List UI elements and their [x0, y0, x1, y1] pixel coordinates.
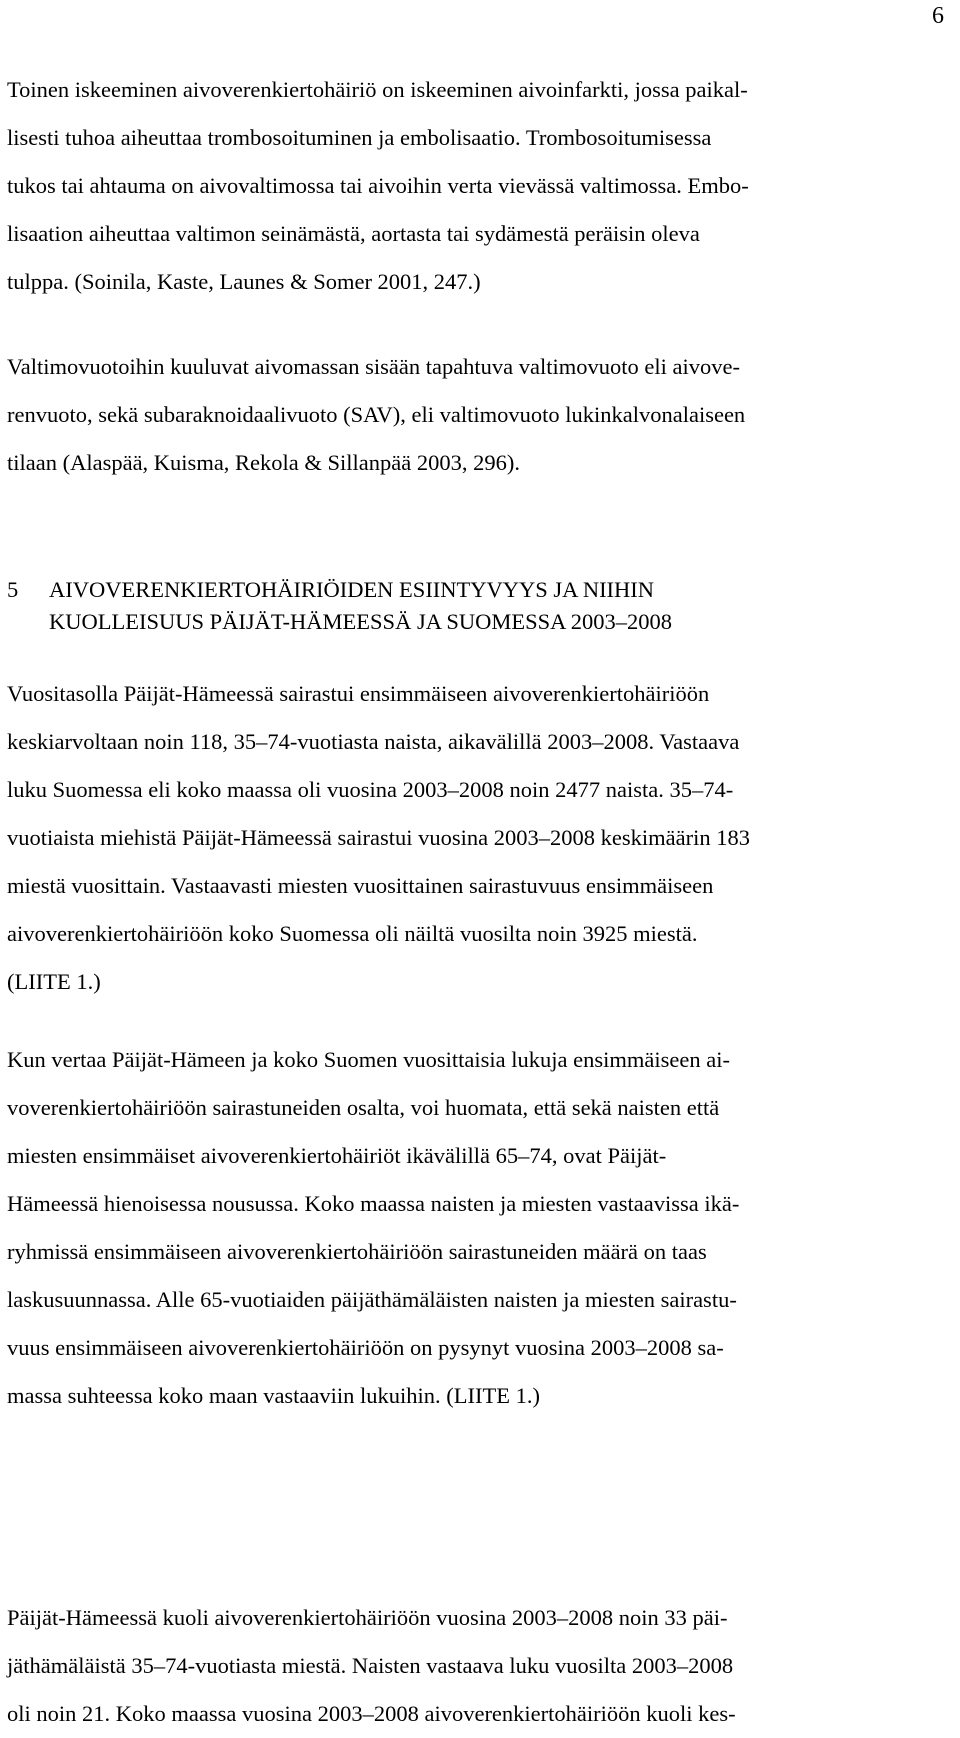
text-line: luku Suomessa eli koko maassa oli vuosina 2003–2008 noin 2477 naista. 35–74- — [7, 777, 734, 802]
text-line: miesten ensimmäiset aivoverenkiertohäiriöt ikävälillä 65–74, ovat Päijät- — [7, 1143, 667, 1168]
text-line: (LIITE 1.) — [7, 969, 101, 994]
text-line: Kun vertaa Päijät-Hämeen ja koko Suomen vuosittaisia lukuja ensimmäiseen ai- — [7, 1047, 730, 1072]
text-line: Valtimovuotoihin kuuluvat aivomassan sisään tapahtuva valtimovuoto eli aivove- — [7, 354, 740, 379]
text-line: vuotiaista miehistä Päijät-Hämeessä sairastui vuosina 2003–2008 keskimäärin 183 — [7, 825, 750, 850]
paragraph-comparison — [7, 1036, 942, 1420]
section-heading — [7, 574, 942, 638]
text-line: aivoverenkiertohäiriöön koko Suomessa oli näiltä vuosilta noin 3925 miestä. — [7, 921, 698, 946]
text-line: tilaan (Alaspää, Kuisma, Rekola & Sillanpää 2003, 296). — [7, 450, 521, 475]
text-line: jäthämäläistä 35–74-vuotiasta miestä. Naisten vastaava luku vuosilta 2003–2008 — [7, 1653, 734, 1678]
heading-line-1: AIVOVERENKIERTOHÄIRIÖIDEN ESIINTYVYYS JA NIIHIN — [49, 577, 655, 602]
text-line: laskusuunnassa. Alle 65-vuotiaiden päijäthämäläisten naisten ja miesten sairastu- — [7, 1287, 737, 1312]
text-line: ryhmissä ensimmäiseen aivoverenkiertohäiriöön sairastuneiden määrä on taas — [7, 1239, 707, 1264]
text-line: Vuositasolla Päijät-Hämeessä sairastui ensimmäiseen aivoverenkiertohäiriöön — [7, 681, 710, 706]
text-line: Päijät-Hämeessä kuoli aivoverenkiertohäiriöön vuosina 2003–2008 noin 33 päi- — [7, 1605, 728, 1630]
section-number: 5 — [7, 577, 19, 602]
text-line: lisaation aiheuttaa valtimon seinämästä, aortasta tai sydämestä peräisin oleva — [7, 221, 700, 246]
text-line: Toinen iskeeminen aivoverenkiertohäiriö on iskeeminen aivoinfarkti, jossa paikal- — [7, 77, 748, 102]
text-line: lisesti tuhoa aiheuttaa trombosoituminen ja embolisaatio. Trombosoitumisessa — [7, 125, 712, 150]
paragraph-ischemic-infarction — [7, 66, 942, 306]
text-line: Hämeessä hienoisessa nousussa. Koko maassa naisten ja miesten vastaavissa ikä- — [7, 1191, 740, 1216]
text-line: keskiarvoltaan noin 118, 35–74-vuotiasta naista, aikavälillä 2003–2008. Vastaava — [7, 729, 740, 754]
text-line: miestä vuosittain. Vastaavasti miesten vuosittainen sairastuvuus ensimmäiseen — [7, 873, 714, 898]
text-line: voverenkiertohäiriöön sairastuneiden osalta, voi huomata, että sekä naisten että — [7, 1095, 720, 1120]
text-line: tukos tai ahtauma on aivovaltimossa tai aivoihin verta vievässä valtimossa. Embo- — [7, 173, 749, 198]
paragraph-hemorrhages — [7, 343, 942, 487]
heading-line-2: KUOLLEISUUS PÄIJÄT-HÄMEESSÄ JA SUOMESSA 2003–2008 — [49, 609, 673, 634]
text-line: oli noin 21. Koko maassa vuosina 2003–2008 aivoverenkiertohäiriöön kuoli kes- — [7, 1701, 736, 1726]
paragraph-incidence — [7, 670, 942, 1006]
text-line: massa suhteessa koko maan vastaaviin lukuihin. (LIITE 1.) — [7, 1383, 540, 1408]
page-number: 6 — [932, 3, 944, 29]
text-line: renvuoto, sekä subaraknoidaalivuoto (SAV), eli valtimovuoto lukinkalvonalaiseen — [7, 402, 746, 427]
text-line: vuus ensimmäiseen aivoverenkiertohäiriöön on pysynyt vuosina 2003–2008 sa- — [7, 1335, 724, 1360]
paragraph-mortality — [7, 1594, 942, 1738]
text-line: tulppa. (Soinila, Kaste, Launes & Somer 2001, 247.) — [7, 269, 481, 294]
